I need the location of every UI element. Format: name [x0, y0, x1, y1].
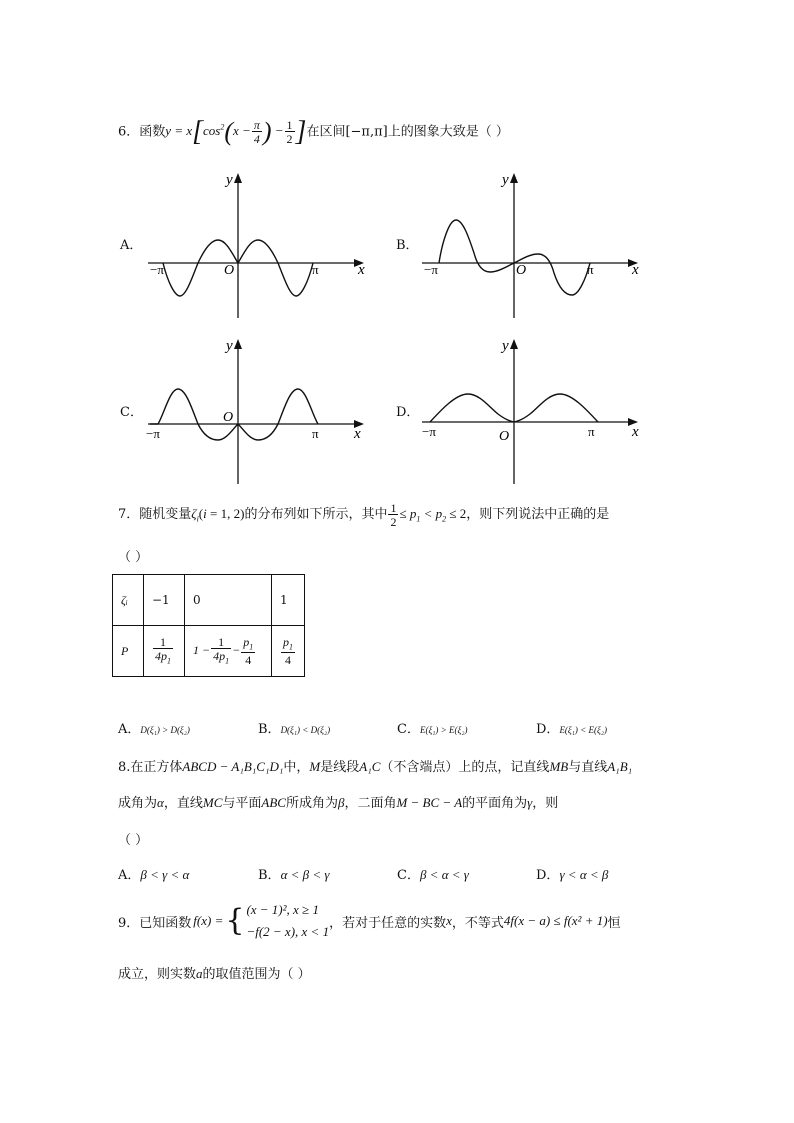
table-cell: ζᵢ — [113, 575, 144, 626]
q7-paren: （ ） — [118, 550, 149, 565]
q7-option-b[interactable]: B．D(ξ₁) < D(ξ₂) — [258, 722, 331, 737]
table-cell-frac: $\frac{1}{4p_1}$ — [144, 626, 185, 677]
q6-number: 6． — [118, 124, 140, 140]
curve-c — [150, 389, 318, 440]
y-axis-arrow-icon — [510, 173, 518, 183]
origin-label: O — [223, 410, 234, 425]
y-axis-label: y — [502, 172, 509, 188]
q8-line1: 8.在正方体ABCD − A₁B₁C₁D₁中，M是线段A₁C（不含端点）上的点，记直线MB与直线A₁B₁ — [118, 759, 633, 775]
q6-stem — [118, 111, 509, 148]
q8-paren: （ ） — [118, 833, 149, 848]
pos-pi-label: π — [588, 424, 595, 439]
x-axis-label: x — [358, 262, 365, 278]
q7-var: $\zeta_i(i = 1$, 2) — [191, 506, 245, 524]
distribution-table — [112, 574, 305, 677]
y-axis-label: y — [226, 172, 233, 188]
graph-b-label: B． — [396, 238, 419, 253]
graph-c-label: C． — [120, 405, 143, 420]
x-axis-label: x — [632, 424, 639, 440]
q6-prefix: 函数 — [139, 124, 166, 140]
pos-pi-label: π — [312, 426, 319, 441]
pos-pi-label: π — [312, 262, 319, 277]
neg-pi-label: −π — [422, 424, 436, 439]
q8-line2: 成角为α，直线MC与平面ABC所成角为β，二面角M − BC − A的平面角为γ，则 — [118, 795, 559, 811]
q7-number: 7． — [118, 507, 140, 522]
table-row — [113, 575, 305, 626]
q8-option-d[interactable]: D．γ < α < β — [536, 867, 609, 883]
q8-option-b[interactable]: B．α < β < γ — [258, 867, 330, 883]
table-row — [113, 626, 305, 677]
neg-pi-label: −π — [150, 262, 164, 277]
table-cell: P — [113, 626, 144, 677]
q7-text-b: 的分布列如下所示，其中 — [244, 507, 388, 522]
graph-b — [414, 168, 654, 320]
y-axis-label: y — [226, 338, 233, 354]
table-cell-expr: 1 − $\frac{1}{4p_1}$ − $\frac{p_1}{4}$ — [185, 626, 272, 677]
y-axis-arrow-icon — [510, 339, 518, 349]
q9-fx: f(x) = — [193, 913, 224, 928]
q8-option-c[interactable]: C．β < α < γ — [397, 867, 469, 883]
q8-option-a[interactable]: A．β < γ < α — [118, 867, 190, 883]
pos-pi-label: π — [587, 262, 594, 277]
graph-d — [414, 334, 654, 486]
y-axis-arrow-icon — [234, 339, 242, 349]
q7-text-a: 随机变量 — [139, 507, 192, 522]
y-axis-label: y — [502, 338, 509, 354]
q6-suffix: 在区间[−π,π]上的图象大致是（ ） — [306, 124, 509, 140]
q7-option-d[interactable]: D．E(ξ₁) < E(ξ₂) — [536, 722, 607, 737]
q7-condition: $\frac{1}{2}$ ≤ $p_1 < p_2 \le 2$ — [390, 501, 467, 530]
table-cell: 0 — [185, 575, 272, 626]
q7-option-a[interactable]: A．D(ξ₁) > D(ξ₂) — [118, 722, 190, 737]
graph-a — [140, 168, 380, 320]
q9-line1: 9．已知函数 f(x) = { (x − 1)², x ≥ 1 −f(2 − x), x < 1 ，若对于任意的实数 x ，不等式 4f(x − a) ≤ f(x² + 1) 恒 — [118, 896, 621, 946]
y-axis-arrow-icon — [234, 173, 242, 183]
q6-formula: $y = x[\cos^2(x$ − $\frac{\pi}{4}$ ) − $\frac{1}{2}$ ] — [165, 116, 307, 148]
x-axis-label: x — [354, 426, 361, 442]
neg-pi-label: −π — [146, 426, 160, 441]
origin-label: O — [499, 429, 510, 444]
q9-cases: (x − 1)², x ≥ 1 −f(2 − x), x < 1 — [246, 902, 330, 939]
q7-stem — [118, 497, 609, 531]
table-cell: −1 — [144, 575, 185, 626]
graph-d-label: D． — [396, 405, 420, 420]
q9-line2: 成立，则实数a的取值范围为（ ） — [118, 966, 311, 982]
origin-label: O — [516, 263, 527, 278]
graph-c — [140, 334, 380, 486]
neg-pi-label: −π — [424, 262, 438, 277]
table-cell: 1 — [272, 575, 305, 626]
q9-brace: { — [225, 903, 245, 938]
q7-option-c[interactable]: C．E(ξ₁) > E(ξ₂) — [397, 722, 468, 737]
q7-text-c: ，则下列说法中正确的是 — [466, 507, 610, 522]
graph-a-label: A． — [120, 238, 143, 253]
origin-label: O — [224, 263, 235, 278]
x-axis-label: x — [632, 262, 639, 278]
table-cell-frac: $\frac{p_1}{4}$ — [272, 626, 305, 677]
